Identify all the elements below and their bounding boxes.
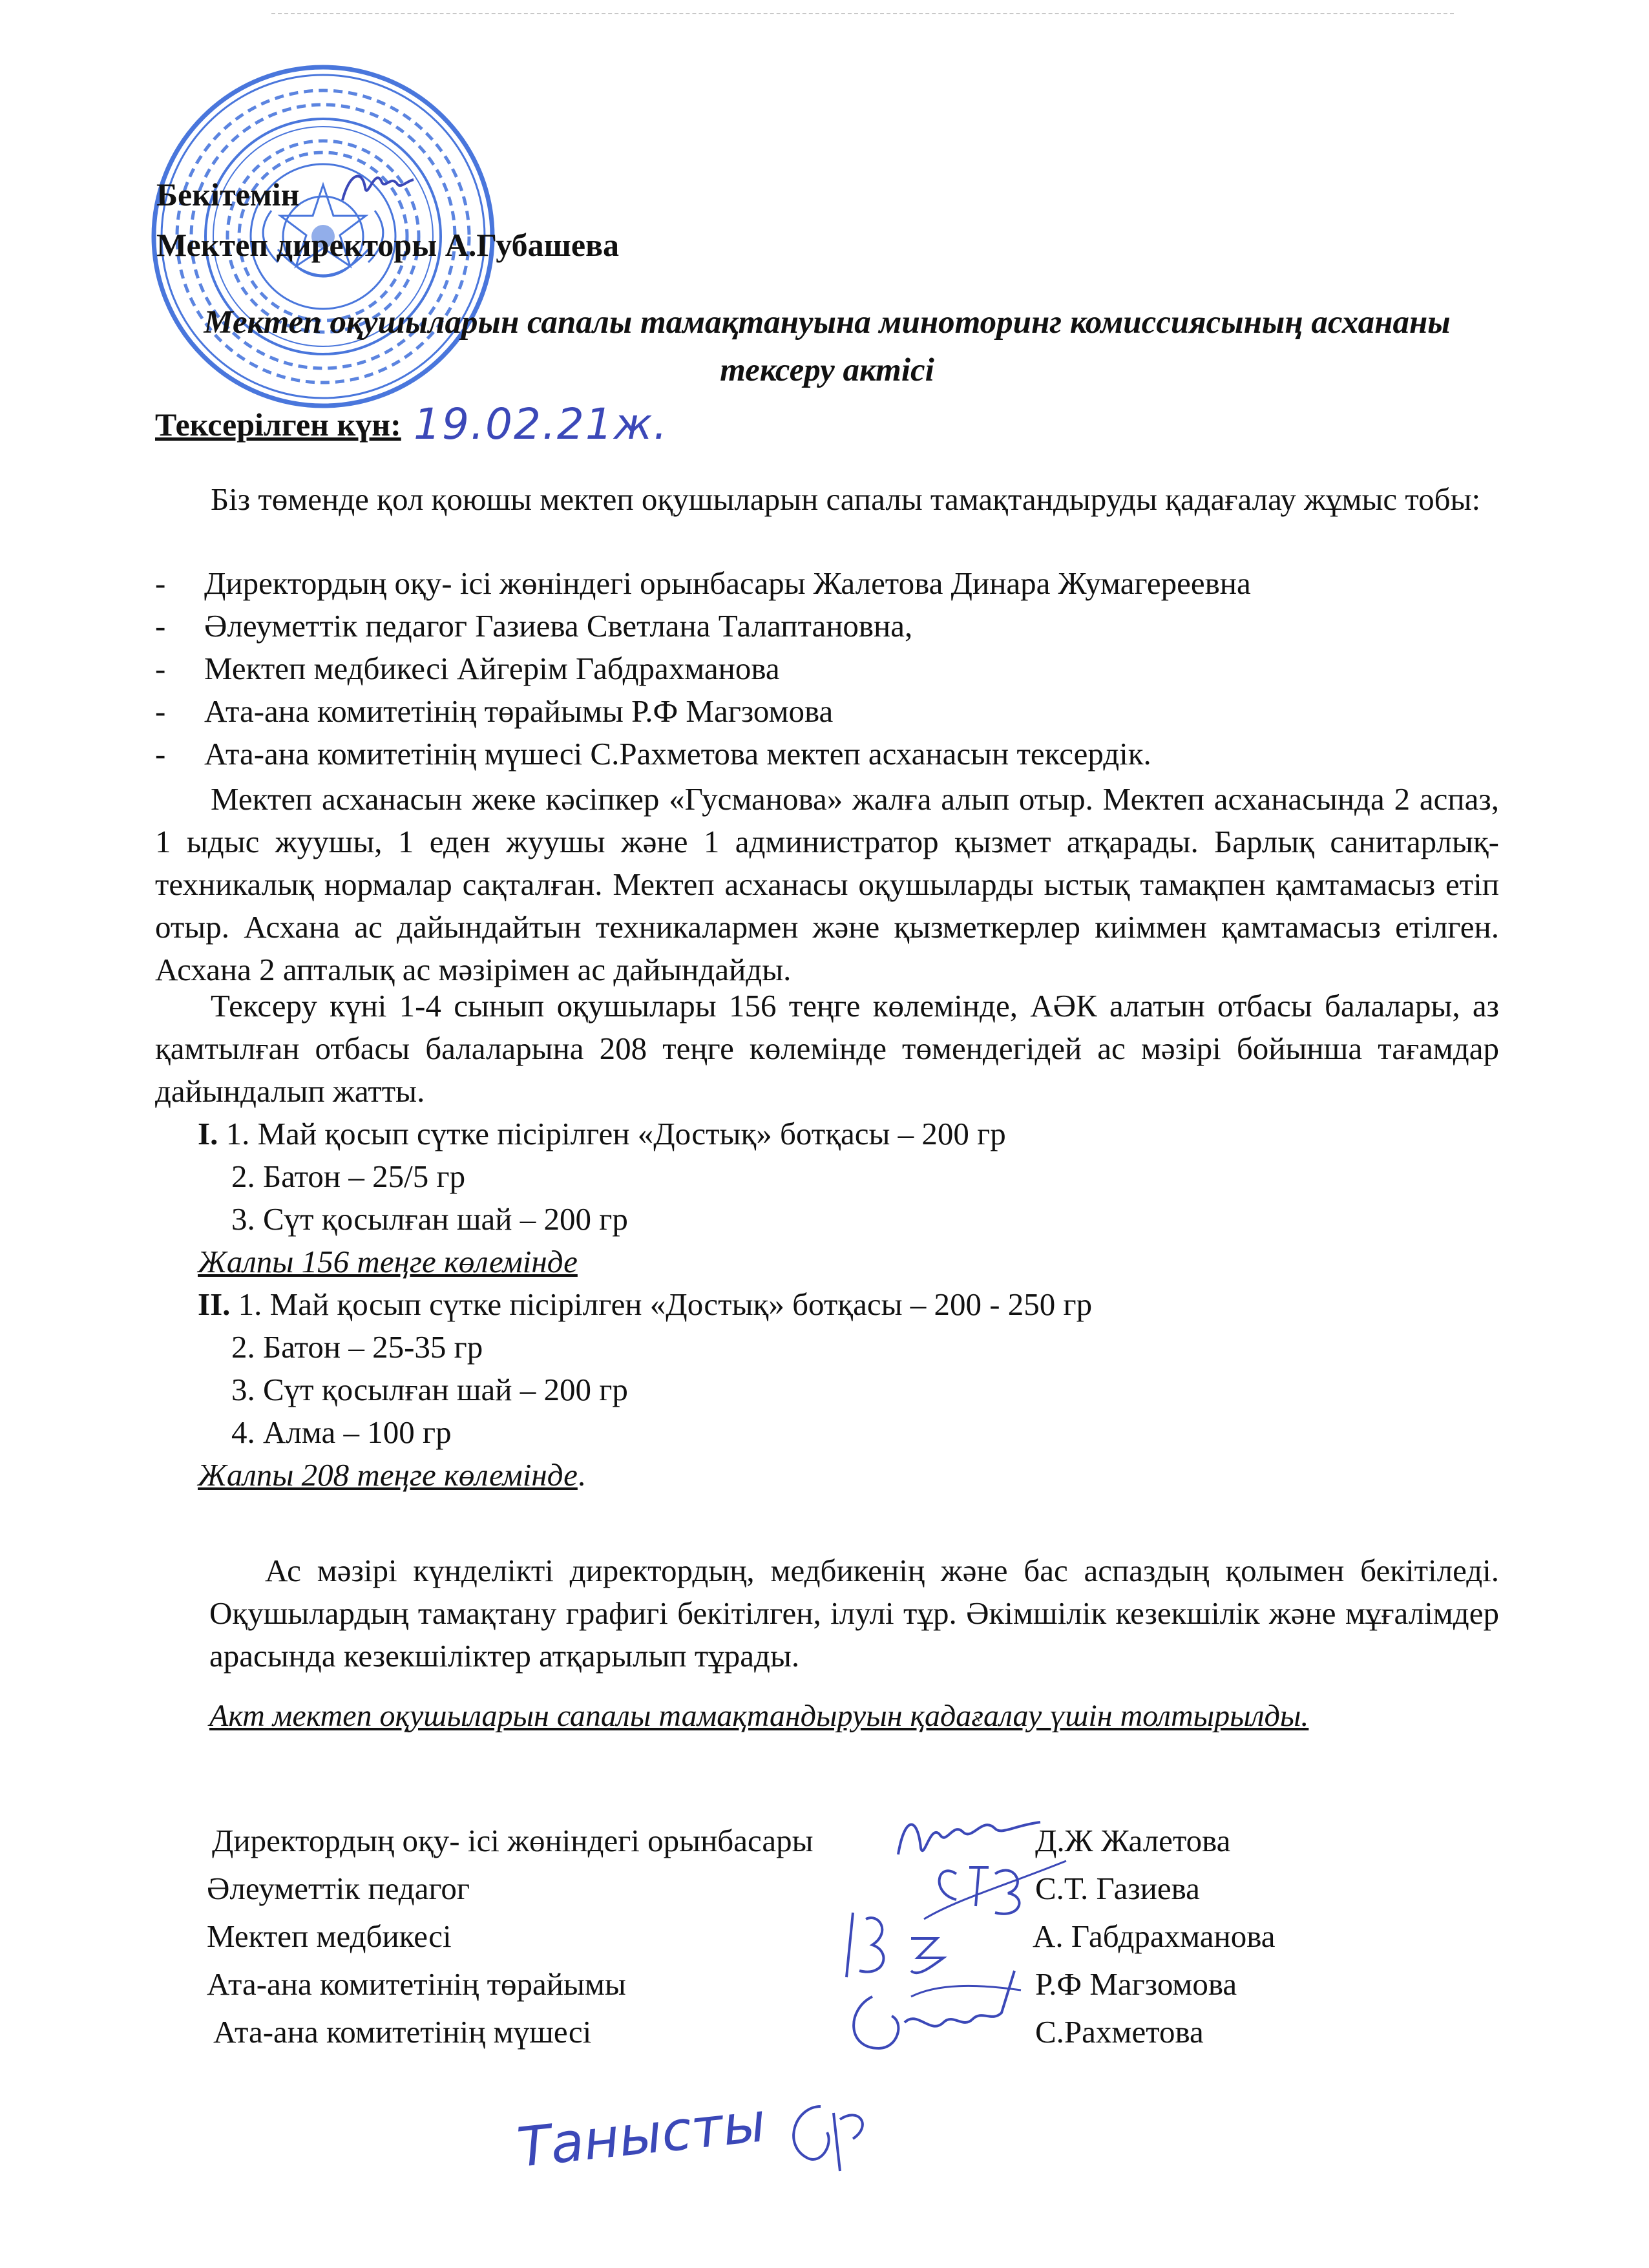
- approval-line-1: Бекітемін: [156, 176, 300, 213]
- menu-set-2-item-1: [198, 1283, 1092, 1326]
- list-dash: -: [155, 565, 166, 601]
- menu-set-1-numeral: I.: [198, 1116, 218, 1151]
- scan-edge-line: [271, 13, 1454, 14]
- menu-set-2-numeral: II.: [198, 1286, 231, 1322]
- list-dash: -: [155, 608, 166, 644]
- intro-paragraph: Біз төменде қол қоюшы мектеп оқушыларын сапалы тамақтандыруды қадағалау жұмыс тобы:: [211, 481, 1481, 517]
- approval-line-2: Мектеп директоры А.Губашева: [156, 227, 620, 263]
- handwritten-note-signature: [775, 2094, 879, 2178]
- menu-set-2-total: Жалпы 208 теңге көлемінде: [198, 1457, 578, 1493]
- member-text: Мектеп медбикесі Айгерім Габдрахманова: [204, 651, 780, 686]
- document-title: [155, 299, 1499, 394]
- menu-set-1-total: Жалпы 156 теңге көлемінде: [198, 1244, 578, 1279]
- signatory-row: [207, 1865, 1499, 1913]
- inspection-date-handwritten: 19.02.21ж.: [414, 399, 669, 449]
- signatory-name: Д.Ж Жалетова: [1035, 1823, 1231, 1858]
- menu-set-2-total-suffix: .: [577, 1457, 586, 1493]
- member-text: Ата-ана комитетінің төрайымы Р.Ф Магзомова: [204, 693, 834, 729]
- title-line-1: Мектеп оқушыларын сапалы тамақтануына миноторинг комиссиясының асхананы: [204, 304, 1451, 341]
- list-dash: -: [155, 651, 166, 686]
- signatory-role: Директордың оқу- ісі жөніндегі орынбасары: [212, 1823, 814, 1858]
- menu-block: [198, 1113, 1092, 1496]
- signatory-name: С.Рахметова: [1035, 2014, 1204, 2050]
- list-item: [155, 605, 1499, 647]
- menu-item-text: 1. Май қосып сүтке пісірілген «Достық» ботқасы – 200 - 250 гр: [238, 1286, 1093, 1322]
- approval-block: [156, 169, 619, 270]
- menu-set-1-item-2: 2. Батон – 25/5 гр: [231, 1159, 466, 1194]
- menu-approval-paragraph: Ас мәзірі күнделікті директордың, медбикенің және бас аспаздың қолымен бекітіледі. Оқушылардың тамақтану графигі бекітілген, ілулі тұр. Әкімшілік кезекшілік және мұғалімдер арасында кезекшіліктер атқарылып тұрады.: [209, 1553, 1499, 1674]
- inspection-day-paragraph: Тексеру күні 1-4 сынып оқушылары 156 теңге көлемінде, АӘК алатын отбасы балалары, аз қамтылған отбасы балаларына 208 теңге көлемінде төмендегідей ас мәзірі бойынша тағамдар дайындалып жатты.: [155, 988, 1499, 1109]
- handwritten-note: Танысты: [514, 2090, 769, 2179]
- signatory-role: Мектеп медбикесі: [207, 1918, 452, 1954]
- member-text: Ата-ана комитетінің мүшесі С.Рахметова мектеп асханасын тексердік.: [204, 736, 1151, 772]
- menu-set-2-item-2: 2. Батон – 25-35 гр: [231, 1329, 483, 1365]
- signatory-name: А. Габдрахманова: [1033, 1918, 1276, 1954]
- list-item: [155, 690, 1499, 733]
- menu-set-2-item-3: 3. Сүт қосылған шай – 200 гр: [231, 1372, 628, 1407]
- inspection-date-label: Тексерілген күн:: [155, 406, 401, 443]
- list-item: [155, 733, 1499, 775]
- signatory-row: [207, 1817, 1499, 1865]
- list-dash: -: [155, 736, 166, 772]
- menu-set-1-item-1: [198, 1113, 1092, 1155]
- member-text: Директордың оқу- ісі жөніндегі орынбасары Жалетова Динара Жумагереевна: [204, 565, 1251, 601]
- signatory-role: Әлеуметтік педагог: [207, 1871, 470, 1906]
- title-line-2: тексеру актісі: [720, 352, 934, 388]
- signature-magzomova-rakhmetova: [834, 1958, 1027, 2074]
- list-dash: -: [155, 693, 166, 729]
- menu-set-2-item-4: 4. Алма – 100 гр: [231, 1414, 452, 1450]
- signatory-name: С.Т. Газиева: [1035, 1871, 1200, 1906]
- menu-set-2-total-row: [198, 1454, 1092, 1496]
- commission-members-list: [155, 562, 1499, 775]
- list-item: [155, 562, 1499, 605]
- menu-item-text: 1. Май қосып сүтке пісірілген «Достық» ботқасы – 200 гр: [226, 1116, 1006, 1151]
- list-item: [155, 647, 1499, 690]
- member-text: Әлеуметтік педагог Газиева Светлана Талаптановна,: [204, 608, 913, 644]
- conclusion-line: Акт мектеп оқушыларын сапалы тамақтандыруын қадағалау үшін толтырылды.: [209, 1699, 1309, 1733]
- canteen-paragraph: Мектеп асханасын жеке кәсіпкер «Гусманова» жалға алып отыр. Мектеп асханасында 2 аспаз, 1 ыдыс жуушы, 1 еден жуушы және 1 администратор қызмет атқарады. Барлық санитарлық-техникалық нормалар сақталған. Мектеп асханасы оқушыларды ыстық тамақпен қамтамасыз етіп отыр. Асхана ас дайындайтын техникалармен және қызметкерлер киіммен қамтамасыз етілген. Асхана 2 апталық ас мәзірімен ас дайындайды.: [155, 781, 1499, 987]
- signatory-name: Р.Ф Магзомова: [1035, 1966, 1237, 2002]
- signatory-role: Ата-ана комитетінің мүшесі: [213, 2014, 592, 2050]
- menu-set-1-item-3: 3. Сүт қосылған шай – 200 гр: [231, 1201, 628, 1237]
- signatory-role: Ата-ана комитетінің төрайымы: [207, 1966, 626, 2002]
